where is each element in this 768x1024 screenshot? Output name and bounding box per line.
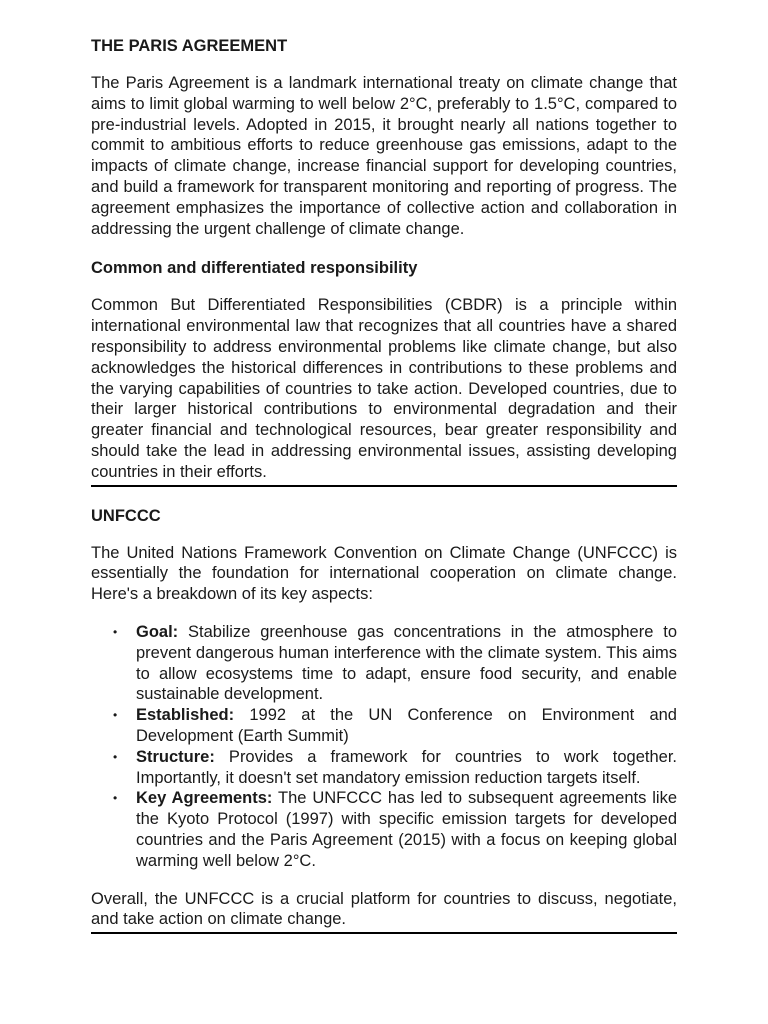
section-divider xyxy=(91,932,677,934)
unfccc-intro-paragraph: The United Nations Framework Convention on Climate Change (UNFCCC) is essentially the foundation for international cooperation on climate change. Here's a breakdown of its key aspects: xyxy=(91,543,677,604)
list-item-text: Provides a framework for countries to work together. Importantly, it doesn't set mandatory emission reduction targets itself. xyxy=(136,747,677,787)
bullet-icon: • xyxy=(113,624,118,639)
list-item-label: Goal: xyxy=(136,622,179,641)
bullet-icon: • xyxy=(113,708,118,723)
paris-agreement-paragraph: The Paris Agreement is a landmark international treaty on climate change that aims to limit global warming to well below 2°C, preferably to 1.5°C, compared to pre-industrial levels. Adopted in 2015, it brought nearly all nations together to commit to ambitious efforts to reduce greenhouse gas emissions, adapt to the impacts of climate change, increase financial support for developing countries, and build a framework for transparent monitoring and reporting of progress. The agreement emphasizes the importance of collective action and collaboration in addressing the urgent challenge of climate change. xyxy=(91,74,677,238)
unfccc-key-aspects-list xyxy=(91,622,677,872)
cbdr-paragraph: Common But Differentiated Responsibilities (CBDR) is a principle within international environmental law that recognizes that all countries have a shared responsibility to address environmental problems like climate change, but also acknowledges the historical differences in contributions to these problems and the varying capabilities of countries to take action. Developed countries, due to their larger historical contributions to environmental degradation and their greater financial and technological resources, bear greater responsibility and should take the lead in addressing environmental issues, assisting developing countries in their efforts. xyxy=(91,296,677,481)
section-divider xyxy=(91,485,677,487)
list-item-text: 1992 at the UN Conference on Environment and Development (Earth Summit) xyxy=(136,706,677,745)
section-title-paris-agreement: THE PARIS AGREEMENT xyxy=(91,37,288,55)
list-item xyxy=(91,622,677,705)
list-item-label: Key Agreements: xyxy=(136,789,273,808)
list-item xyxy=(91,705,677,747)
list-item xyxy=(91,747,677,789)
list-item-text: The UNFCCC has led to subsequent agreements like the Kyoto Protocol (1997) with specific emission targets for developed countries and the Paris Agreement (2015) with a focus on keeping global warming well below 2°C. xyxy=(136,789,677,870)
section-title-unfccc: UNFCCC xyxy=(91,506,161,525)
bullet-icon: • xyxy=(113,749,118,764)
list-item xyxy=(91,788,677,871)
list-item-label: Established: xyxy=(136,706,235,725)
document-page xyxy=(91,34,677,934)
bullet-icon: • xyxy=(113,791,118,806)
list-item-label: Structure: xyxy=(136,747,215,766)
unfccc-conclusion-paragraph: Overall, the UNFCCC is a crucial platform for countries to discuss, negotiate, and take action on climate change. xyxy=(91,889,677,929)
list-item-text: Stabilize greenhouse gas concentrations in the atmosphere to prevent dangerous human interference with the climate system. This aims to allow ecosystems time to adapt, ensure food security, and enable sustainable development. xyxy=(136,622,677,704)
section-title-cbdr: Common and differentiated responsibility xyxy=(91,259,418,278)
